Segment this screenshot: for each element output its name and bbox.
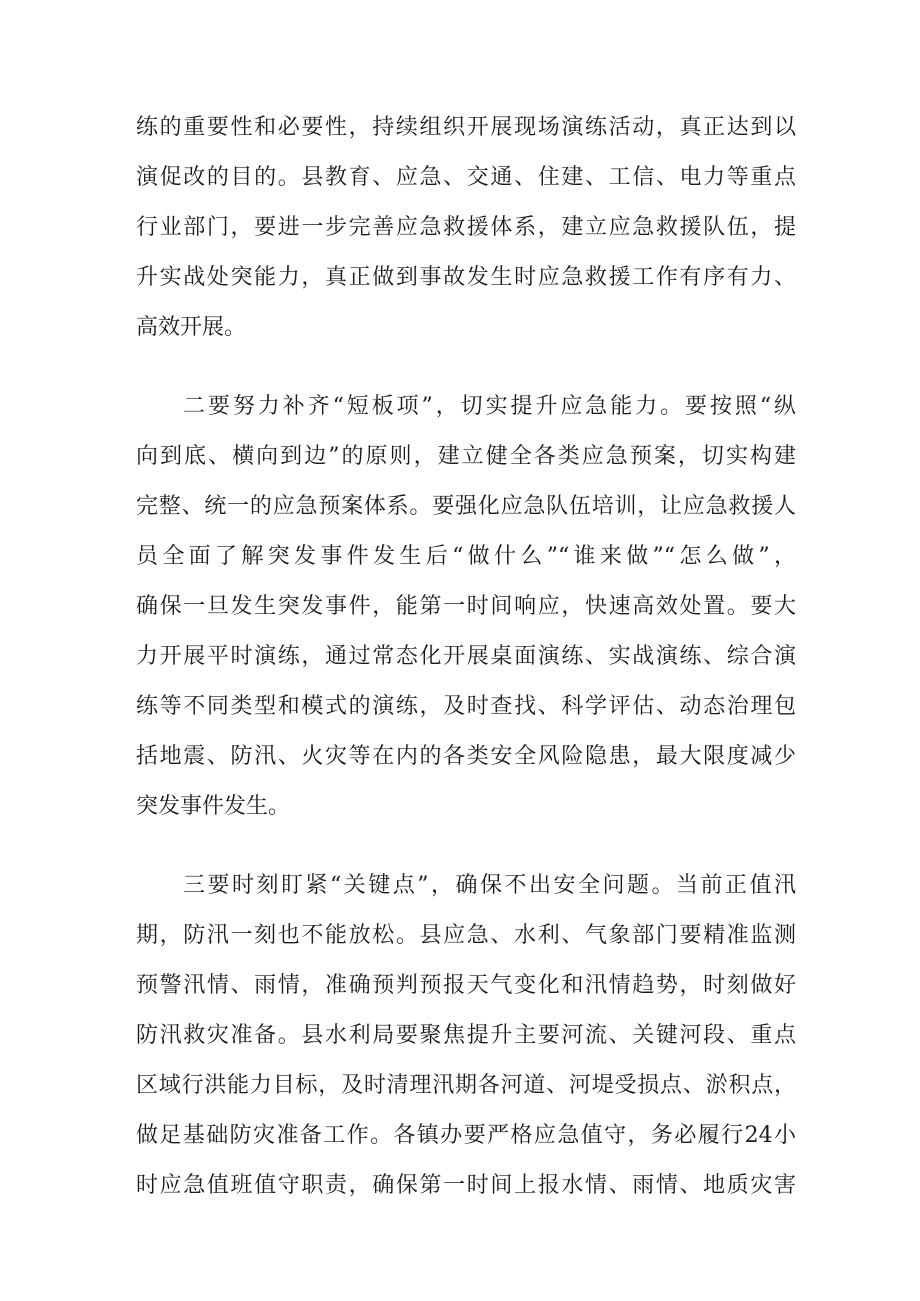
text-line: 确保一旦发生突发事件，能第一时间响应，快速高效处置。要大 bbox=[136, 594, 796, 619]
text-line: 升实战处突能力，真正做到事故发生时应急救援工作有序有力、 bbox=[136, 265, 796, 290]
text-line: 时应急值班值守职责，确保第一时间上报水情、雨情、地质灾害 bbox=[136, 1173, 796, 1198]
text-line: 括地震、防汛、火灾等在内的各类安全风险隐患，最大限度减少 bbox=[136, 744, 796, 769]
text-line: 完整、统一的应急预案体系。要强化应急队伍培训，让应急救援人 bbox=[136, 494, 796, 519]
text-line: 预警汛情、雨情，准确预判预报天气变化和汛情趋势，时刻做好 bbox=[136, 973, 796, 998]
text-line: 期，防汛一刻也不能放松。县应急、水利、气象部门要精准监测 bbox=[136, 923, 796, 948]
text-line: 做足基础防灾准备工作。各镇办要严格应急值守，务必履行24小 bbox=[136, 1123, 796, 1148]
text-line: 防汛救灾准备。县水利局要聚焦提升主要河流、关键河段、重点 bbox=[136, 1023, 796, 1048]
text-line: 练等不同类型和模式的演练，及时查找、科学评估、动态治理包 bbox=[136, 694, 796, 719]
text-line: 演促改的目的。县教育、应急、交通、住建、工信、电力等重点 bbox=[136, 165, 796, 190]
text-line: 行业部门，要进一步完善应急救援体系，建立应急救援队伍，提 bbox=[136, 215, 796, 240]
text-line: 向到底、横向到边”的原则，建立健全各类应急预案，切实构建 bbox=[136, 444, 796, 469]
text-line: 员全面了解突发事件发生后“做什么”“谁来做”“怎么做”， bbox=[136, 544, 796, 569]
text-line: 二要努力补齐“短板项”，切实提升应急能力。要按照“纵 bbox=[183, 394, 796, 419]
text-line: 三要时刻盯紧“关键点”，确保不出安全问题。当前正值汛 bbox=[183, 873, 796, 898]
text-line: 力开展平时演练，通过常态化开展桌面演练、实战演练、综合演 bbox=[136, 644, 796, 669]
text-line: 区域行洪能力目标，及时清理汛期各河道、河堤受损点、淤积点， bbox=[136, 1073, 796, 1098]
text-line: 高效开展。 bbox=[136, 315, 247, 340]
text-line: 练的重要性和必要性，持续组织开展现场演练活动，真正达到以 bbox=[136, 115, 796, 140]
text-line: 突发事件发生。 bbox=[136, 794, 291, 819]
